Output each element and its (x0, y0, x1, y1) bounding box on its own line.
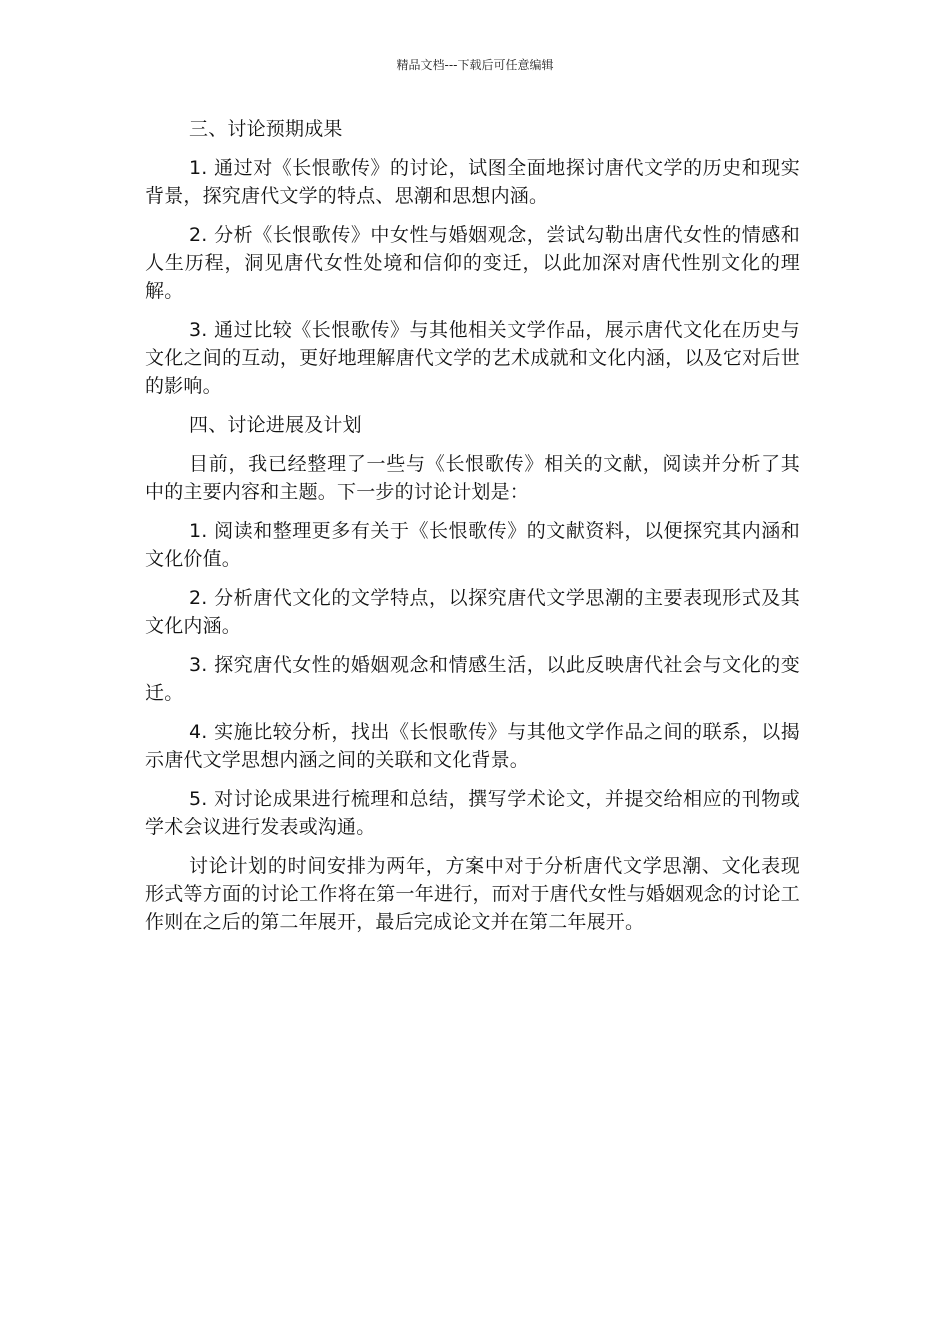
paragraph: 5. 对讨论成果进行梳理和总结，撰写学术论文，并提交给相应的刊物或学术会议进行发表或沟通。 (145, 788, 800, 838)
section-heading-progress-plan: 四、讨论进展及计划 (189, 414, 362, 436)
paragraph: 讨论计划的时间安排为两年，方案中对于分析唐代文学思潮、文化表现形式等方面的讨论工作将在第一年进行，而对于唐代女性与婚姻观念的讨论工作则在之后的第二年展开，最后完成论文并在第二年展开。 (145, 855, 800, 933)
paragraph: 4. 实施比较分析，找出《长恨歌传》与其他文学作品之间的联系，以揭示唐代文学思想内涵之间的关联和文化背景。 (145, 721, 800, 771)
paragraph: 3. 通过比较《长恨歌传》与其他相关文学作品，展示唐代文化在历史与文化之间的互动，更好地理解唐代文学的艺术成就和文化内涵，以及它对后世的影响。 (145, 319, 800, 397)
paragraph: 目前，我已经整理了一些与《长恨歌传》相关的文献，阅读并分析了其中的主要内容和主题。下一步的讨论计划是： (145, 453, 800, 503)
page-header: 精品文档---下载后可任意编辑 (396, 58, 554, 72)
paragraph: 1. 阅读和整理更多有关于《长恨歌传》的文献资料，以便探究其内涵和文化价值。 (145, 520, 800, 570)
paragraph: 2. 分析唐代文化的文学特点，以探究唐代文学思潮的主要表现形式及其文化内涵。 (145, 587, 800, 637)
section-heading-expected-results: 三、讨论预期成果 (189, 118, 343, 140)
paragraph: 1. 通过对《长恨歌传》的讨论，试图全面地探讨唐代文学的历史和现实背景，探究唐代文学的特点、思潮和思想内涵。 (145, 157, 800, 207)
paragraph: 2. 分析《长恨歌传》中女性与婚姻观念，尝试勾勒出唐代女性的情感和人生历程，洞见唐代女性处境和信仰的变迁，以此加深对唐代性别文化的理解。 (145, 224, 800, 302)
document-body (145, 115, 800, 947)
paragraph: 3. 探究唐代女性的婚姻观念和情感生活，以此反映唐代社会与文化的变迁。 (145, 654, 800, 704)
